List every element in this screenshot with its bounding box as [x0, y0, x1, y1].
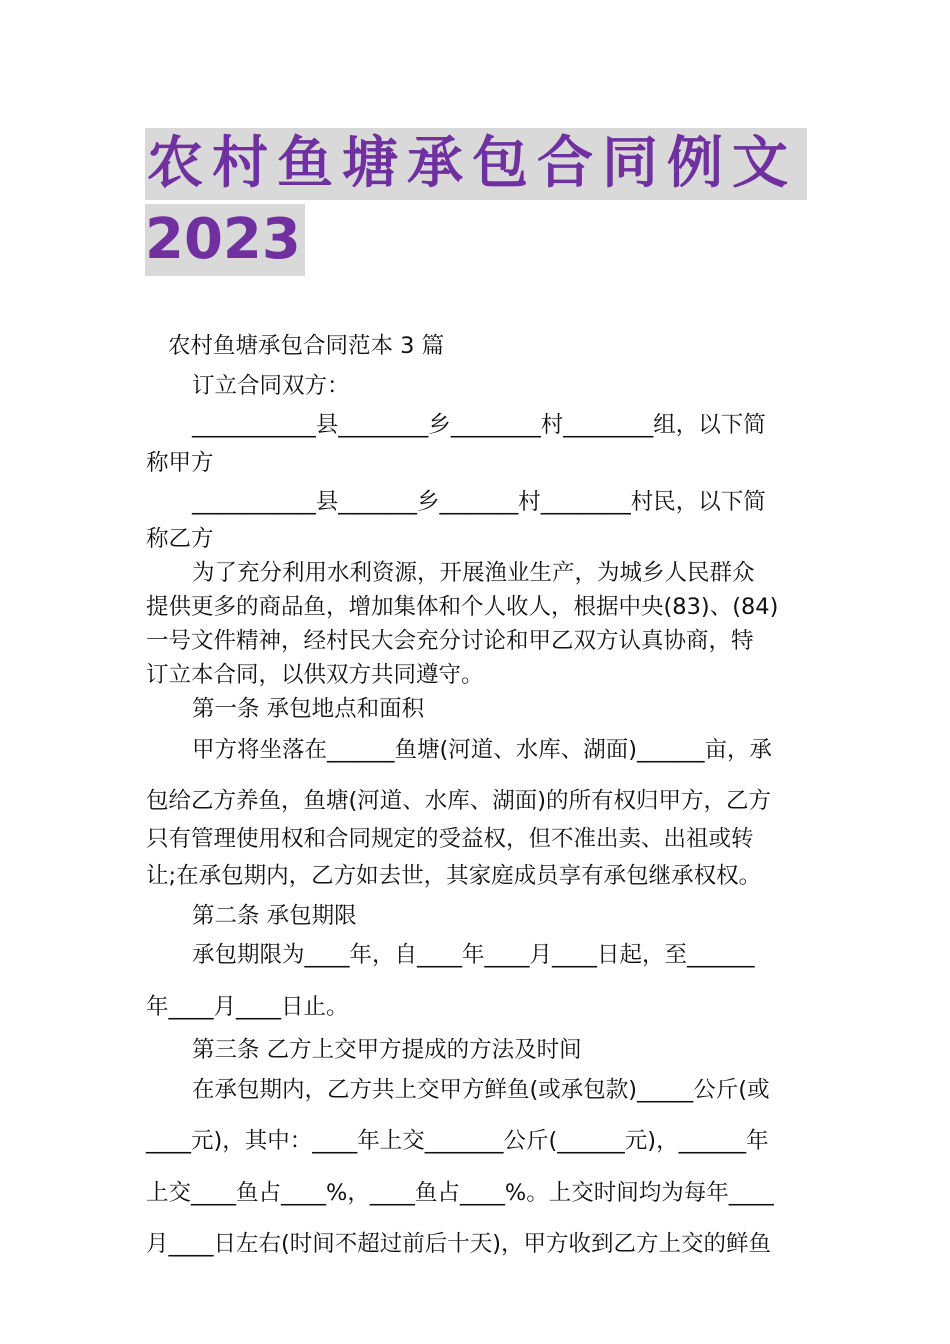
article-2-line-1: 承包期限为____年，自____年____月____日起，至______: [192, 942, 755, 968]
party-b-line-1: ___________县_______乡_______村________村民，以下简: [192, 489, 766, 515]
parties-label: 订立合同双方：: [192, 372, 350, 399]
party-a-line-2: 称甲方: [146, 449, 214, 476]
article-3-line-4: 月____日左右(时间不超过前后十天)，甲方收到乙方上交的鲜鱼: [146, 1231, 772, 1257]
article-3-line-3: 上交____鱼占____%，____鱼占____%。上交时间均为每年____: [146, 1179, 774, 1206]
article-2-line-2: 年____月____日止。: [146, 993, 349, 1020]
document-title: [145, 128, 810, 276]
party-a-line-1: ___________县________乡________村________组，以下简: [192, 412, 766, 438]
article-1-line-4: 让;在承包期内，乙方如去世，其家庭成员享有承包继承权权。: [146, 863, 762, 889]
article-3-line-1: 在承包期内，乙方共上交甲方鲜鱼(或承包款)_____公斤(或: [192, 1076, 770, 1103]
intro-line-4: 订立本合同，以供双方共同遵守。: [146, 661, 484, 688]
article-1-line-2: 包给乙方养鱼，鱼塘(河道、水库、湖面)的所有权归甲方，乙方: [146, 788, 772, 814]
article-1-line-3: 只有管理使用权和合同规定的受益权，但不准出卖、出祖或转: [146, 825, 754, 852]
document-body: [146, 328, 806, 1264]
subtitle: 农村鱼塘承包合同范本 3 篇: [168, 333, 445, 359]
title-line-2: 2023: [145, 204, 305, 276]
intro-line-2: 提供更多的商品鱼，增加集体和个人收人，根据中央(83)、(84): [146, 593, 779, 620]
article-1-line-1: 甲方将坐落在______鱼塘(河道、水库、湖面)______亩，承: [192, 736, 773, 763]
title-line-1: 农村鱼塘承包合同例文: [145, 128, 807, 200]
intro-line-3: 一号文件精神，经村民大会充分讨论和甲乙双方认真协商，特: [146, 627, 754, 654]
intro-line-1: 为了充分利用水利资源，开展渔业生产，为城乡人民群众: [192, 559, 755, 586]
article-3-title: 第三条 乙方上交甲方提成的方法及时间: [192, 1037, 582, 1063]
article-3-line-2: ____元)，其中：____年上交_______公斤(______元)，______年: [146, 1128, 769, 1154]
article-2-title: 第二条 承包期限: [192, 902, 357, 929]
article-1-title: 第一条 承包地点和面积: [192, 695, 425, 722]
party-b-line-2: 称乙方: [146, 525, 214, 552]
